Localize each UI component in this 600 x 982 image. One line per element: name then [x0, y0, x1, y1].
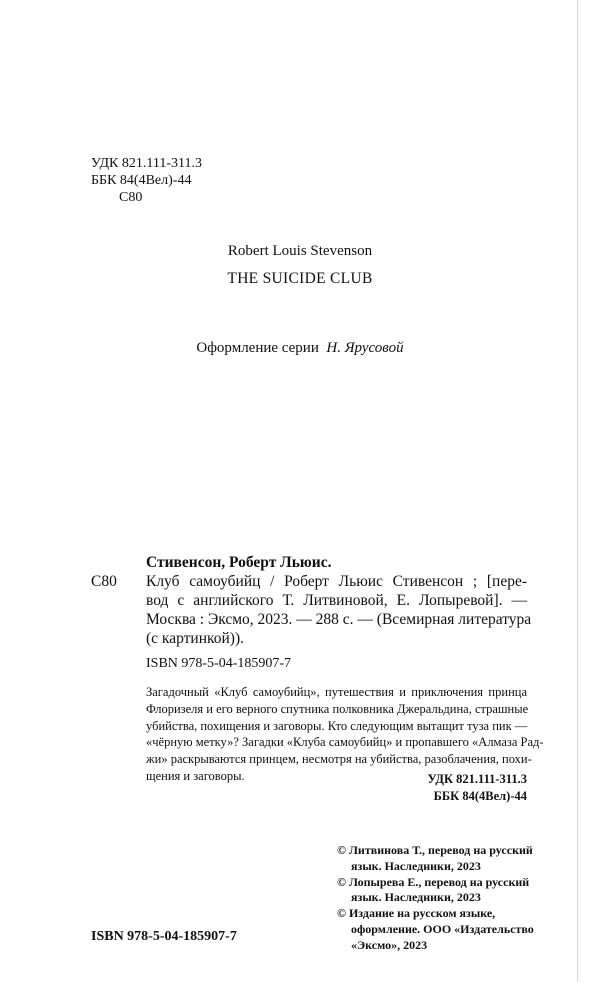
footer-udk: УДК 821.111-311.3: [427, 772, 527, 786]
author-mark: С80: [119, 190, 143, 205]
catalog-record: [91, 553, 532, 648]
english-title: THE SUICIDE CLUB: [227, 270, 373, 287]
footer-bbk: ББК 84(4Вел)-44: [433, 789, 527, 803]
catalog-isbn: ISBN 978-5-04-185907-7: [146, 656, 292, 671]
catalog-line: Клуб самоубийц / Роберт Льюис Стивенсон ; [пере-: [146, 573, 527, 590]
isbn-bottom: ISBN 978-5-04-185907-7: [91, 929, 237, 944]
catalog-code: С80: [91, 573, 117, 590]
copyright-notices: [337, 843, 534, 954]
catalog-row: [91, 572, 532, 648]
annotation-line: убийства, похищения и заговоры. Кто следующим вытащит туза пик —: [146, 718, 528, 733]
udk-code: УДК 821.111-311.3: [91, 156, 202, 171]
annotation-line: «чёрную метку»? Загадки «Клуба самоубийц» и пропавшего «Алмаза Рад-: [146, 735, 544, 750]
catalog-line: (с картинкой)).: [146, 630, 244, 647]
catalog-heading: Стивенсон, Роберт Льюис.: [146, 554, 332, 571]
footer-classification: [360, 771, 527, 805]
annotation-line: Флоризеля и его верного спутника полковника Джеральдина, страшные: [146, 701, 529, 716]
copyright-line: язык. Наследники, 2023: [351, 858, 481, 873]
bbk-code: ББК 84(4Вел)-44: [91, 173, 192, 188]
english-author: Robert Louis Stevenson: [227, 243, 373, 259]
annotation: [146, 684, 544, 785]
annotation-line: щения и заговоры.: [146, 768, 245, 783]
catalog-line: Москва : Эксмо, 2023. — 288 с. — (Всемирная литература: [146, 611, 532, 628]
copyright-line: © Издание на русском языке,: [337, 906, 496, 921]
series-design-label: Оформление серии: [196, 340, 319, 356]
copyright-line: язык. Наследники, 2023: [351, 890, 481, 905]
copyright-line: © Литвинова Т., перевод на русский: [337, 843, 533, 857]
copyright-line: © Лопырева Е., перевод на русский: [337, 874, 530, 889]
catalog-line: вод с английского Т. Литвиновой, Е. Лопыревой]. —: [146, 592, 527, 609]
copyright-line: оформление. ООО «Издательство: [351, 921, 534, 936]
annotation-line: жи» раскрываются принцем, несмотря на убийства, разоблачения, похи-: [146, 752, 532, 767]
series-design-credit: [0, 340, 600, 357]
catalog-description: [146, 572, 532, 648]
annotation-line: Загадочный «Клуб самоубийц», путешествия и приключения принца: [146, 685, 527, 699]
copyright-line: «Эксмо», 2023: [351, 937, 428, 952]
series-designer: Н. Ярусовой: [326, 340, 404, 356]
page-edge-line: [577, 0, 578, 982]
